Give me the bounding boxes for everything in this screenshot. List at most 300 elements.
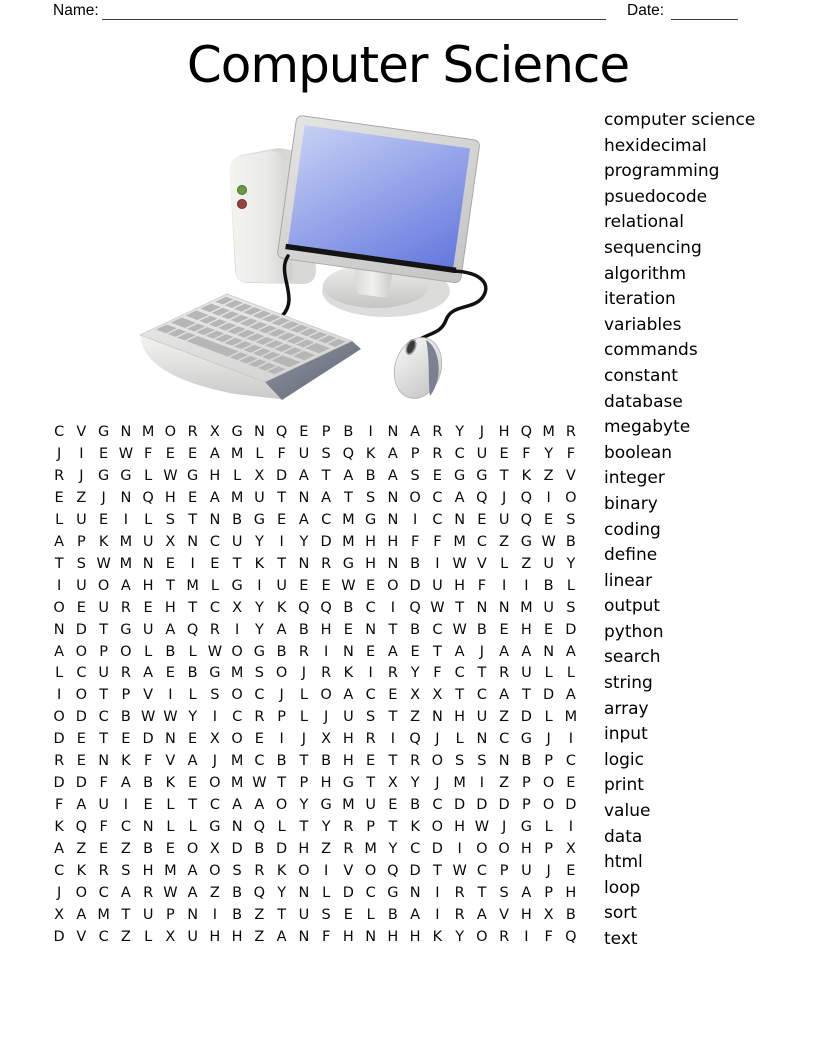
grid-cell: E bbox=[165, 841, 175, 858]
grid-cell: H bbox=[209, 467, 221, 484]
grid-cell: Y bbox=[299, 533, 309, 550]
grid-cell: T bbox=[455, 599, 465, 616]
grid-cell: Z bbox=[499, 709, 510, 726]
grid-cell: X bbox=[209, 841, 220, 858]
grid-cell: J bbox=[501, 819, 507, 836]
grid-cell: Y bbox=[410, 775, 420, 792]
grid-cell: V bbox=[476, 555, 487, 572]
grid-cell: V bbox=[165, 753, 176, 770]
grid-cell: A bbox=[76, 906, 87, 923]
grid-cell: A bbox=[54, 533, 65, 550]
grid-cell: O bbox=[120, 643, 132, 660]
grid-cell: C bbox=[454, 445, 465, 462]
grid-cell: W bbox=[252, 775, 267, 792]
grid-cell: E bbox=[388, 687, 398, 704]
grid-cell: A bbox=[476, 906, 487, 923]
grid-cell: I bbox=[323, 863, 329, 880]
grid-cell: J bbox=[546, 731, 551, 748]
grid-cell: I bbox=[123, 511, 129, 528]
grid-cell: U bbox=[476, 709, 488, 726]
grid-cell: T bbox=[432, 863, 442, 880]
grid-cell: Y bbox=[277, 884, 287, 901]
date-blank-line bbox=[671, 19, 738, 20]
grid-cell: S bbox=[410, 467, 420, 484]
grid-cell: C bbox=[476, 533, 487, 550]
word-list-item: variables bbox=[604, 314, 682, 335]
grid-cell: E bbox=[165, 665, 175, 682]
grid-cell: J bbox=[301, 665, 307, 682]
grid-cell: N bbox=[187, 906, 199, 923]
grid-cell: J bbox=[323, 709, 329, 726]
grid-cell: U bbox=[142, 533, 154, 550]
word-list-item: constant bbox=[604, 365, 678, 386]
grid-cell: A bbox=[387, 467, 398, 484]
grid-cell: F bbox=[143, 445, 153, 462]
grid-cell: N bbox=[387, 555, 399, 572]
grid-cell: L bbox=[166, 797, 175, 814]
grid-cell: C bbox=[209, 533, 220, 550]
grid-cell: O bbox=[431, 753, 444, 770]
grid-cell: M bbox=[453, 533, 466, 550]
grid-cell: T bbox=[188, 511, 198, 528]
grid-cell: E bbox=[432, 467, 442, 484]
grid-cell: T bbox=[188, 599, 198, 616]
grid-cell: C bbox=[98, 884, 109, 901]
grid-cell: H bbox=[231, 928, 243, 945]
grid-cell: G bbox=[231, 423, 243, 440]
grid-cell: N bbox=[298, 884, 310, 901]
grid-cell: E bbox=[143, 599, 153, 616]
grid-cell: Y bbox=[188, 709, 198, 726]
grid-cell: Z bbox=[120, 928, 131, 945]
grid-cell: R bbox=[343, 841, 354, 858]
grid-cell: C bbox=[365, 687, 376, 704]
grid-cell: M bbox=[342, 511, 355, 528]
grid-cell: G bbox=[253, 511, 265, 528]
grid-cell: L bbox=[210, 577, 219, 594]
grid-cell: B bbox=[187, 665, 198, 682]
grid-cell: T bbox=[99, 621, 109, 638]
grid-cell: T bbox=[232, 555, 242, 572]
grid-cell: I bbox=[368, 665, 373, 682]
grid-cell: I bbox=[79, 445, 84, 462]
grid-cell: L bbox=[166, 819, 175, 836]
grid-cell: O bbox=[231, 643, 243, 660]
grid-cell: U bbox=[298, 445, 310, 462]
grid-cell: T bbox=[388, 621, 398, 638]
grid-cell: N bbox=[498, 599, 510, 616]
grid-cell: T bbox=[299, 819, 309, 836]
grid-cell: L bbox=[255, 445, 264, 462]
grid-cell: H bbox=[498, 423, 510, 440]
grid-cell: I bbox=[212, 709, 218, 726]
grid-cell: M bbox=[230, 489, 244, 506]
grid-cell: N bbox=[53, 621, 65, 638]
grid-cell: T bbox=[188, 797, 198, 814]
word-list-item: psuedocode bbox=[604, 186, 708, 207]
grid-cell: Q bbox=[342, 445, 355, 462]
grid-cell: A bbox=[276, 621, 287, 638]
grid-cell: I bbox=[368, 423, 373, 440]
grid-cell: J bbox=[479, 643, 485, 660]
grid-cell: E bbox=[544, 511, 554, 528]
grid-cell: J bbox=[56, 884, 62, 901]
grid-cell: P bbox=[299, 775, 309, 792]
grid-cell: E bbox=[277, 511, 287, 528]
grid-cell: Z bbox=[254, 928, 265, 945]
grid-cell: V bbox=[343, 863, 354, 880]
grid-cell: E bbox=[299, 577, 309, 594]
grid-cell: J bbox=[212, 753, 218, 770]
grid-cell: E bbox=[165, 445, 175, 462]
grid-cell: L bbox=[277, 819, 286, 836]
grid-cell: U bbox=[276, 577, 287, 594]
grid-cell: M bbox=[364, 841, 377, 858]
grid-cell: T bbox=[455, 687, 465, 704]
grid-cell: L bbox=[144, 928, 153, 945]
grid-cell: J bbox=[501, 489, 507, 506]
grid-cell: F bbox=[143, 753, 153, 770]
grid-cell: Z bbox=[543, 467, 554, 484]
grid-cell: A bbox=[187, 884, 198, 901]
grid-cell: N bbox=[365, 621, 377, 638]
grid-cell: P bbox=[121, 687, 131, 704]
grid-cell: M bbox=[230, 753, 244, 770]
grid-cell: W bbox=[207, 643, 223, 660]
grid-cell: N bbox=[387, 489, 399, 506]
grid-cell: T bbox=[432, 643, 442, 660]
grid-cell: R bbox=[54, 753, 65, 770]
grid-cell: P bbox=[321, 423, 331, 440]
grid-cell: J bbox=[546, 863, 551, 880]
grid-cell: B bbox=[276, 643, 287, 660]
grid-cell: N bbox=[342, 643, 354, 660]
grid-cell: X bbox=[321, 731, 332, 748]
word-list-item: commands bbox=[604, 340, 698, 361]
grid-cell: C bbox=[432, 489, 443, 506]
grid-cell: Z bbox=[209, 884, 220, 901]
grid-cell: K bbox=[98, 533, 109, 550]
grid-cell: H bbox=[454, 709, 466, 726]
grid-cell: I bbox=[123, 797, 129, 814]
grid-cell: I bbox=[412, 511, 418, 528]
grid-cell: C bbox=[209, 797, 220, 814]
grid-cell: O bbox=[542, 797, 555, 814]
grid-cell: B bbox=[343, 423, 354, 440]
grid-cell: D bbox=[320, 533, 332, 550]
grid-cell: D bbox=[520, 709, 532, 726]
grid-cell: A bbox=[298, 467, 309, 484]
grid-cell: K bbox=[410, 819, 420, 836]
grid-cell: B bbox=[565, 533, 576, 550]
monitor-graphic bbox=[277, 115, 480, 283]
date-label: Date: bbox=[627, 2, 665, 19]
grid-cell: J bbox=[56, 445, 62, 462]
grid-cell: M bbox=[230, 665, 244, 682]
grid-cell: O bbox=[209, 863, 221, 880]
word-list-item: search bbox=[604, 647, 661, 668]
grid-cell: I bbox=[435, 884, 440, 901]
grid-cell: F bbox=[277, 445, 286, 462]
grid-cell: N bbox=[365, 928, 377, 945]
grid-cell: W bbox=[140, 709, 156, 726]
grid-cell: I bbox=[524, 577, 529, 594]
grid-cell: B bbox=[143, 841, 154, 858]
grid-cell: Y bbox=[566, 555, 576, 572]
grid-cell: D bbox=[276, 467, 288, 484]
grid-cell: T bbox=[277, 906, 287, 923]
grid-cell: O bbox=[209, 775, 221, 792]
grid-cell: N bbox=[187, 533, 199, 550]
grid-cell: H bbox=[298, 841, 310, 858]
grid-cell: R bbox=[432, 423, 443, 440]
grid-cell: Y bbox=[254, 621, 264, 638]
grid-cell: T bbox=[477, 884, 487, 901]
grid-cell: B bbox=[410, 621, 421, 638]
grid-cell: A bbox=[54, 643, 65, 660]
grid-cell: H bbox=[142, 863, 154, 880]
grid-cell: R bbox=[187, 423, 198, 440]
grid-cell: R bbox=[254, 709, 265, 726]
grid-cell: U bbox=[98, 665, 109, 682]
grid-cell: I bbox=[568, 731, 574, 748]
grid-cell: N bbox=[476, 731, 488, 748]
word-list-item: relational bbox=[604, 212, 684, 233]
grid-cell: U bbox=[521, 863, 532, 880]
grid-cell: Q bbox=[520, 423, 533, 440]
grid-cell: B bbox=[298, 621, 309, 638]
grid-cell: O bbox=[275, 797, 288, 814]
grid-cell: E bbox=[366, 643, 376, 660]
grid-cell: L bbox=[188, 687, 197, 704]
grid-cell: O bbox=[364, 863, 377, 880]
grid-cell: T bbox=[388, 753, 398, 770]
grid-cell: D bbox=[565, 797, 577, 814]
grid-cell: N bbox=[298, 555, 310, 572]
grid-cell: U bbox=[543, 599, 554, 616]
grid-cell: R bbox=[298, 643, 309, 660]
grid-cell: A bbox=[120, 577, 131, 594]
grid-cell: P bbox=[522, 797, 531, 814]
grid-cell: G bbox=[365, 511, 377, 528]
grid-cell: C bbox=[565, 753, 576, 770]
word-list-item: boolean bbox=[604, 442, 672, 463]
grid-cell: R bbox=[120, 665, 131, 682]
grid-cell: L bbox=[188, 819, 197, 836]
grid-cell: I bbox=[212, 906, 218, 923]
grid-cell: E bbox=[254, 731, 264, 748]
grid-cell: B bbox=[232, 906, 243, 923]
grid-cell: Z bbox=[120, 841, 131, 858]
grid-cell: B bbox=[476, 621, 487, 638]
word-list-item: array bbox=[604, 698, 649, 719]
grid-cell: Y bbox=[455, 928, 465, 945]
grid-cell: C bbox=[98, 928, 109, 945]
grid-cell: T bbox=[521, 687, 531, 704]
grid-cell: E bbox=[188, 731, 198, 748]
grid-cell: H bbox=[520, 906, 532, 923]
grid-cell: T bbox=[54, 555, 64, 572]
grid-cell: E bbox=[76, 599, 86, 616]
grid-cell: N bbox=[498, 753, 510, 770]
grid-cell: E bbox=[99, 445, 109, 462]
grid-cell: L bbox=[233, 467, 242, 484]
grid-cell: U bbox=[98, 599, 109, 616]
grid-cell: W bbox=[163, 709, 178, 726]
grid-cell: K bbox=[365, 445, 376, 462]
grid-cell: A bbox=[410, 423, 421, 440]
grid-cell: H bbox=[454, 819, 466, 836]
grid-cell: A bbox=[187, 863, 198, 880]
grid-cell: R bbox=[343, 819, 354, 836]
grid-cell: M bbox=[453, 775, 466, 792]
monitor-screen bbox=[288, 125, 470, 267]
grid-cell: C bbox=[254, 753, 265, 770]
grid-cell: S bbox=[165, 511, 175, 528]
word-list bbox=[604, 108, 814, 953]
word-list-item: print bbox=[604, 775, 644, 796]
grid-cell: E bbox=[121, 731, 131, 748]
grid-cell: R bbox=[98, 863, 109, 880]
grid-cell: P bbox=[277, 709, 286, 726]
name-label: Name: bbox=[53, 2, 99, 19]
grid-cell: T bbox=[388, 709, 398, 726]
grid-cell: L bbox=[55, 511, 64, 528]
grid-cell: L bbox=[322, 884, 331, 901]
grid-cell: R bbox=[209, 621, 220, 638]
grid-cell: A bbox=[321, 489, 332, 506]
grid-cell: R bbox=[321, 665, 332, 682]
grid-cell: B bbox=[254, 841, 265, 858]
grid-cell: B bbox=[321, 753, 332, 770]
grid-cell: I bbox=[190, 555, 195, 572]
grid-cell: W bbox=[541, 533, 556, 550]
grid-cell: I bbox=[234, 621, 240, 638]
grid-cell: E bbox=[99, 841, 109, 858]
grid-cell: K bbox=[432, 928, 443, 945]
grid-cell: H bbox=[342, 731, 354, 748]
grid-cell: B bbox=[120, 709, 131, 726]
word-list-item: string bbox=[604, 673, 653, 694]
grid-cell: R bbox=[432, 445, 443, 462]
grid-cell: Z bbox=[76, 489, 87, 506]
grid-cell: K bbox=[343, 665, 354, 682]
page-title: Computer Science bbox=[186, 36, 630, 94]
grid-cell: C bbox=[365, 884, 376, 901]
grid-cell: Q bbox=[520, 511, 533, 528]
grid-cell: N bbox=[409, 884, 421, 901]
grid-cell: E bbox=[76, 731, 86, 748]
grid-cell: G bbox=[231, 577, 243, 594]
grid-cell: P bbox=[522, 775, 531, 792]
grid-cell: H bbox=[387, 533, 399, 550]
grid-cell: C bbox=[499, 731, 510, 748]
grid-cell: D bbox=[231, 841, 243, 858]
grid-cell: C bbox=[54, 863, 65, 880]
grid-cell: N bbox=[164, 731, 176, 748]
grid-cell: A bbox=[499, 687, 510, 704]
word-list-item: text bbox=[604, 929, 638, 949]
grid-cell: C bbox=[98, 709, 109, 726]
grid-cell: B bbox=[521, 753, 532, 770]
grid-cell: P bbox=[544, 841, 553, 858]
grid-cell: E bbox=[210, 555, 220, 572]
grid-cell: H bbox=[320, 775, 332, 792]
grid-cell: L bbox=[144, 643, 153, 660]
grid-cell: B bbox=[276, 753, 287, 770]
grid-cell: T bbox=[277, 775, 287, 792]
grid-cell: R bbox=[365, 731, 376, 748]
grid-cell: W bbox=[163, 884, 178, 901]
grid-cell: H bbox=[387, 928, 399, 945]
grid-cell: K bbox=[76, 863, 87, 880]
grid-cell: W bbox=[118, 445, 134, 462]
grid-cell: I bbox=[479, 775, 485, 792]
word-list-item: hexidecimal bbox=[604, 135, 707, 156]
grid-cell: E bbox=[544, 621, 554, 638]
grid-cell: R bbox=[410, 753, 421, 770]
grid-cell: X bbox=[54, 906, 65, 923]
grid-cell: M bbox=[230, 775, 244, 792]
word-list-item: linear bbox=[604, 570, 653, 591]
grid-cell: Z bbox=[499, 533, 510, 550]
grid-cell: E bbox=[76, 753, 86, 770]
grid-cell: Q bbox=[409, 599, 421, 616]
grid-cell: F bbox=[522, 445, 531, 462]
grid-cell: T bbox=[99, 687, 109, 704]
grid-cell: L bbox=[55, 665, 64, 682]
grid-cell: E bbox=[188, 489, 198, 506]
grid-cell: N bbox=[231, 819, 243, 836]
grid-cell: I bbox=[501, 577, 507, 594]
grid-cell: B bbox=[165, 643, 176, 660]
grid-cell: T bbox=[499, 467, 509, 484]
grid-cell: M bbox=[97, 906, 110, 923]
grid-cell: T bbox=[165, 577, 175, 594]
grid-cell: M bbox=[164, 863, 177, 880]
grid-cell: D bbox=[142, 731, 154, 748]
grid-cell: R bbox=[321, 555, 332, 572]
grid-cell: T bbox=[277, 555, 287, 572]
grid-cell: C bbox=[454, 665, 465, 682]
grid-cell: A bbox=[165, 621, 176, 638]
grid-cell: T bbox=[388, 819, 398, 836]
grid-cell: R bbox=[454, 906, 465, 923]
word-list-item: value bbox=[604, 801, 651, 822]
grid-cell: S bbox=[366, 489, 376, 506]
word-list-item: binary bbox=[604, 493, 658, 514]
grid-cell: U bbox=[365, 797, 376, 814]
grid-cell: X bbox=[387, 775, 398, 792]
grid-cell: U bbox=[76, 511, 87, 528]
grid-cell: G bbox=[98, 423, 110, 440]
grid-cell: E bbox=[388, 797, 398, 814]
grid-cell: H bbox=[142, 577, 154, 594]
grid-cell: C bbox=[76, 665, 87, 682]
grid-cell: C bbox=[209, 599, 220, 616]
grid-cell: E bbox=[321, 577, 331, 594]
word-list-item: loop bbox=[604, 877, 641, 898]
grid-cell: F bbox=[99, 775, 108, 792]
grid-cell: A bbox=[521, 643, 532, 660]
grid-cell: G bbox=[209, 819, 221, 836]
grid-cell: H bbox=[164, 489, 176, 506]
grid-cell: M bbox=[520, 599, 533, 616]
grid-cell: I bbox=[390, 599, 396, 616]
word-list-item: html bbox=[604, 852, 643, 873]
grid-cell: G bbox=[320, 797, 332, 814]
grid-cell: J bbox=[435, 731, 440, 748]
